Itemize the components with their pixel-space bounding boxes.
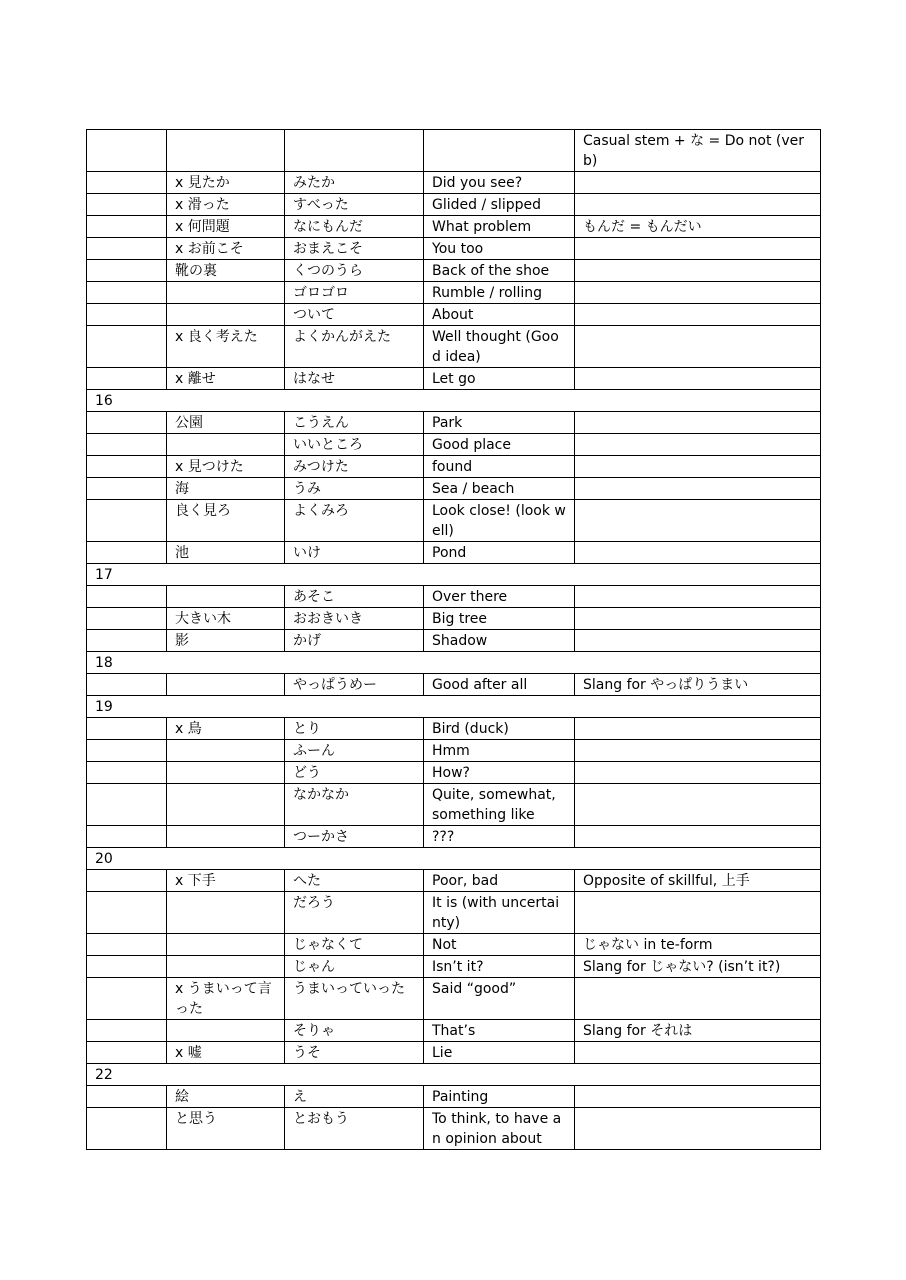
kana-cell: じゃん bbox=[285, 956, 424, 978]
section-number: 18 bbox=[87, 652, 821, 674]
kana-cell: なかなか bbox=[285, 784, 424, 826]
table-row bbox=[87, 934, 821, 956]
kana-cell: みたか bbox=[285, 172, 424, 194]
kana-cell: ゴロゴロ bbox=[285, 282, 424, 304]
kana-cell: あそこ bbox=[285, 586, 424, 608]
section-row bbox=[87, 848, 821, 870]
note-cell bbox=[575, 304, 821, 326]
table-row bbox=[87, 674, 821, 696]
kana-cell: ふーん bbox=[285, 740, 424, 762]
table-row bbox=[87, 500, 821, 542]
table-row bbox=[87, 194, 821, 216]
kana-cell: だろう bbox=[285, 892, 424, 934]
kana-cell: こうえん bbox=[285, 412, 424, 434]
kanji-cell: 絵 bbox=[167, 1086, 285, 1108]
kanji-cell bbox=[167, 1020, 285, 1042]
note-cell bbox=[575, 978, 821, 1020]
kanji-cell: x 良く考えた bbox=[167, 326, 285, 368]
table-row bbox=[87, 718, 821, 740]
meaning-cell: Good after all bbox=[424, 674, 575, 696]
note-cell: もんだ = もんだい bbox=[575, 216, 821, 238]
index-cell bbox=[87, 326, 167, 368]
section-row bbox=[87, 1064, 821, 1086]
note-cell bbox=[575, 260, 821, 282]
kanji-cell: x うまいって言った bbox=[167, 978, 285, 1020]
table-row bbox=[87, 740, 821, 762]
index-cell bbox=[87, 586, 167, 608]
kana-cell: じゃなくて bbox=[285, 934, 424, 956]
index-cell bbox=[87, 1108, 167, 1150]
kanji-cell bbox=[167, 434, 285, 456]
kana-cell: つーかさ bbox=[285, 826, 424, 848]
index-cell bbox=[87, 238, 167, 260]
table-row bbox=[87, 304, 821, 326]
meaning-cell: Shadow bbox=[424, 630, 575, 652]
note-cell bbox=[575, 826, 821, 848]
index-cell bbox=[87, 500, 167, 542]
kanji-cell: x お前こそ bbox=[167, 238, 285, 260]
note-cell: Slang for やっぱりうまい bbox=[575, 674, 821, 696]
kana-cell: へた bbox=[285, 870, 424, 892]
table-row bbox=[87, 870, 821, 892]
index-cell bbox=[87, 194, 167, 216]
index-cell bbox=[87, 762, 167, 784]
section-row bbox=[87, 390, 821, 412]
meaning-cell: How? bbox=[424, 762, 575, 784]
meaning-cell: Pond bbox=[424, 542, 575, 564]
table-row bbox=[87, 542, 821, 564]
kanji-cell: 海 bbox=[167, 478, 285, 500]
table-row bbox=[87, 412, 821, 434]
meaning-cell: Let go bbox=[424, 368, 575, 390]
note-cell bbox=[575, 478, 821, 500]
index-cell bbox=[87, 630, 167, 652]
table-row bbox=[87, 172, 821, 194]
kana-cell: うみ bbox=[285, 478, 424, 500]
index-cell bbox=[87, 956, 167, 978]
index-cell bbox=[87, 130, 167, 172]
kanji-cell: x 嘘 bbox=[167, 1042, 285, 1064]
section-row bbox=[87, 652, 821, 674]
kana-cell: よくかんがえた bbox=[285, 326, 424, 368]
meaning-cell bbox=[424, 130, 575, 172]
table-row bbox=[87, 1108, 821, 1150]
table-row bbox=[87, 260, 821, 282]
index-cell bbox=[87, 260, 167, 282]
index-cell bbox=[87, 740, 167, 762]
meaning-cell: Well thought (Good idea) bbox=[424, 326, 575, 368]
meaning-cell: About bbox=[424, 304, 575, 326]
kana-cell: はなせ bbox=[285, 368, 424, 390]
section-number: 19 bbox=[87, 696, 821, 718]
kana-cell: ついて bbox=[285, 304, 424, 326]
kana-cell: やっぱうめー bbox=[285, 674, 424, 696]
section-number: 22 bbox=[87, 1064, 821, 1086]
kanji-cell bbox=[167, 762, 285, 784]
table-row bbox=[87, 956, 821, 978]
kanji-cell: x 見たか bbox=[167, 172, 285, 194]
kanji-cell: x 何問題 bbox=[167, 216, 285, 238]
index-cell bbox=[87, 934, 167, 956]
note-cell bbox=[575, 238, 821, 260]
kanji-cell: x 見つけた bbox=[167, 456, 285, 478]
note-cell: Slang for じゃない? (isn’t it?) bbox=[575, 956, 821, 978]
kana-cell: なにもんだ bbox=[285, 216, 424, 238]
meaning-cell: Sea / beach bbox=[424, 478, 575, 500]
kanji-cell: x 滑った bbox=[167, 194, 285, 216]
index-cell bbox=[87, 1042, 167, 1064]
kanji-cell bbox=[167, 740, 285, 762]
kana-cell: いけ bbox=[285, 542, 424, 564]
kana-cell: とおもう bbox=[285, 1108, 424, 1150]
kanji-cell: 池 bbox=[167, 542, 285, 564]
index-cell bbox=[87, 784, 167, 826]
table-row bbox=[87, 282, 821, 304]
meaning-cell: Rumble / rolling bbox=[424, 282, 575, 304]
note-cell: Casual stem + な = Do not (verb) bbox=[575, 130, 821, 172]
table-row bbox=[87, 762, 821, 784]
section-row bbox=[87, 564, 821, 586]
kana-cell: おまえこそ bbox=[285, 238, 424, 260]
index-cell bbox=[87, 216, 167, 238]
vocabulary-table-body bbox=[87, 130, 821, 1150]
index-cell bbox=[87, 674, 167, 696]
index-cell bbox=[87, 978, 167, 1020]
index-cell bbox=[87, 1020, 167, 1042]
index-cell bbox=[87, 304, 167, 326]
note-cell bbox=[575, 608, 821, 630]
note-cell: Opposite of skillful, 上手 bbox=[575, 870, 821, 892]
table-row bbox=[87, 586, 821, 608]
index-cell bbox=[87, 542, 167, 564]
note-cell bbox=[575, 1108, 821, 1150]
note-cell bbox=[575, 282, 821, 304]
kanji-cell: 良く見ろ bbox=[167, 500, 285, 542]
meaning-cell: It is (with uncertainty) bbox=[424, 892, 575, 934]
kanji-cell: と思う bbox=[167, 1108, 285, 1150]
table-row bbox=[87, 630, 821, 652]
meaning-cell: Painting bbox=[424, 1086, 575, 1108]
kanji-cell bbox=[167, 586, 285, 608]
kanji-cell: x 下手 bbox=[167, 870, 285, 892]
index-cell bbox=[87, 1086, 167, 1108]
meaning-cell: Good place bbox=[424, 434, 575, 456]
kana-cell: とり bbox=[285, 718, 424, 740]
note-cell bbox=[575, 718, 821, 740]
kanji-cell bbox=[167, 892, 285, 934]
table-row bbox=[87, 1086, 821, 1108]
section-number: 17 bbox=[87, 564, 821, 586]
meaning-cell: found bbox=[424, 456, 575, 478]
meaning-cell: Back of the shoe bbox=[424, 260, 575, 282]
index-cell bbox=[87, 478, 167, 500]
table-row bbox=[87, 326, 821, 368]
note-cell: Slang for それは bbox=[575, 1020, 821, 1042]
kana-cell: おおきいき bbox=[285, 608, 424, 630]
note-cell bbox=[575, 762, 821, 784]
kana-cell: どう bbox=[285, 762, 424, 784]
kana-cell bbox=[285, 130, 424, 172]
table-row bbox=[87, 1020, 821, 1042]
meaning-cell: What problem bbox=[424, 216, 575, 238]
index-cell bbox=[87, 870, 167, 892]
table-row bbox=[87, 1042, 821, 1064]
section-row bbox=[87, 696, 821, 718]
note-cell bbox=[575, 1086, 821, 1108]
note-cell bbox=[575, 630, 821, 652]
meaning-cell: Hmm bbox=[424, 740, 575, 762]
kanji-cell bbox=[167, 784, 285, 826]
meaning-cell: Big tree bbox=[424, 608, 575, 630]
note-cell bbox=[575, 172, 821, 194]
index-cell bbox=[87, 456, 167, 478]
note-cell bbox=[575, 434, 821, 456]
note-cell bbox=[575, 194, 821, 216]
kanji-cell: 大きい木 bbox=[167, 608, 285, 630]
note-cell bbox=[575, 740, 821, 762]
meaning-cell: Did you see? bbox=[424, 172, 575, 194]
index-cell bbox=[87, 412, 167, 434]
kana-cell: うまいっていった bbox=[285, 978, 424, 1020]
index-cell bbox=[87, 718, 167, 740]
kanji-cell: 公園 bbox=[167, 412, 285, 434]
vocabulary-table bbox=[86, 129, 821, 1150]
meaning-cell: Lie bbox=[424, 1042, 575, 1064]
kanji-cell bbox=[167, 934, 285, 956]
note-cell bbox=[575, 326, 821, 368]
meaning-cell: Bird (duck) bbox=[424, 718, 575, 740]
kanji-cell bbox=[167, 304, 285, 326]
table-row bbox=[87, 478, 821, 500]
note-cell bbox=[575, 1042, 821, 1064]
note-cell bbox=[575, 892, 821, 934]
note-cell bbox=[575, 500, 821, 542]
kana-cell: すべった bbox=[285, 194, 424, 216]
kanji-cell bbox=[167, 282, 285, 304]
index-cell bbox=[87, 282, 167, 304]
meaning-cell: Not bbox=[424, 934, 575, 956]
meaning-cell: That’s bbox=[424, 1020, 575, 1042]
kanji-cell: 影 bbox=[167, 630, 285, 652]
section-number: 16 bbox=[87, 390, 821, 412]
table-row bbox=[87, 130, 821, 172]
meaning-cell: Look close! (look well) bbox=[424, 500, 575, 542]
kana-cell: くつのうら bbox=[285, 260, 424, 282]
meaning-cell: Glided / slipped bbox=[424, 194, 575, 216]
meaning-cell: Said “good” bbox=[424, 978, 575, 1020]
note-cell bbox=[575, 456, 821, 478]
index-cell bbox=[87, 368, 167, 390]
table-row bbox=[87, 978, 821, 1020]
note-cell bbox=[575, 586, 821, 608]
table-row bbox=[87, 784, 821, 826]
note-cell bbox=[575, 542, 821, 564]
kanji-cell: x 鳥 bbox=[167, 718, 285, 740]
section-number: 20 bbox=[87, 848, 821, 870]
note-cell bbox=[575, 368, 821, 390]
table-row bbox=[87, 216, 821, 238]
table-row bbox=[87, 434, 821, 456]
index-cell bbox=[87, 608, 167, 630]
kana-cell: みつけた bbox=[285, 456, 424, 478]
note-cell: じゃない in te-form bbox=[575, 934, 821, 956]
meaning-cell: ??? bbox=[424, 826, 575, 848]
table-row bbox=[87, 892, 821, 934]
index-cell bbox=[87, 434, 167, 456]
kanji-cell bbox=[167, 826, 285, 848]
kana-cell: え bbox=[285, 1086, 424, 1108]
meaning-cell: To think, to have an opinion about bbox=[424, 1108, 575, 1150]
kana-cell: そりゃ bbox=[285, 1020, 424, 1042]
kana-cell: いいところ bbox=[285, 434, 424, 456]
table-row bbox=[87, 826, 821, 848]
meaning-cell: Isn’t it? bbox=[424, 956, 575, 978]
table-row bbox=[87, 608, 821, 630]
index-cell bbox=[87, 172, 167, 194]
kanji-cell bbox=[167, 956, 285, 978]
kana-cell: よくみろ bbox=[285, 500, 424, 542]
index-cell bbox=[87, 892, 167, 934]
meaning-cell: Park bbox=[424, 412, 575, 434]
kana-cell: うそ bbox=[285, 1042, 424, 1064]
note-cell bbox=[575, 784, 821, 826]
meaning-cell: Quite, somewhat, something like bbox=[424, 784, 575, 826]
note-cell bbox=[575, 412, 821, 434]
kanji-cell bbox=[167, 130, 285, 172]
table-row bbox=[87, 238, 821, 260]
table-row bbox=[87, 368, 821, 390]
meaning-cell: Poor, bad bbox=[424, 870, 575, 892]
kanji-cell: x 離せ bbox=[167, 368, 285, 390]
meaning-cell: You too bbox=[424, 238, 575, 260]
kanji-cell bbox=[167, 674, 285, 696]
kanji-cell: 靴の裏 bbox=[167, 260, 285, 282]
meaning-cell: Over there bbox=[424, 586, 575, 608]
index-cell bbox=[87, 826, 167, 848]
kana-cell: かげ bbox=[285, 630, 424, 652]
table-row bbox=[87, 456, 821, 478]
